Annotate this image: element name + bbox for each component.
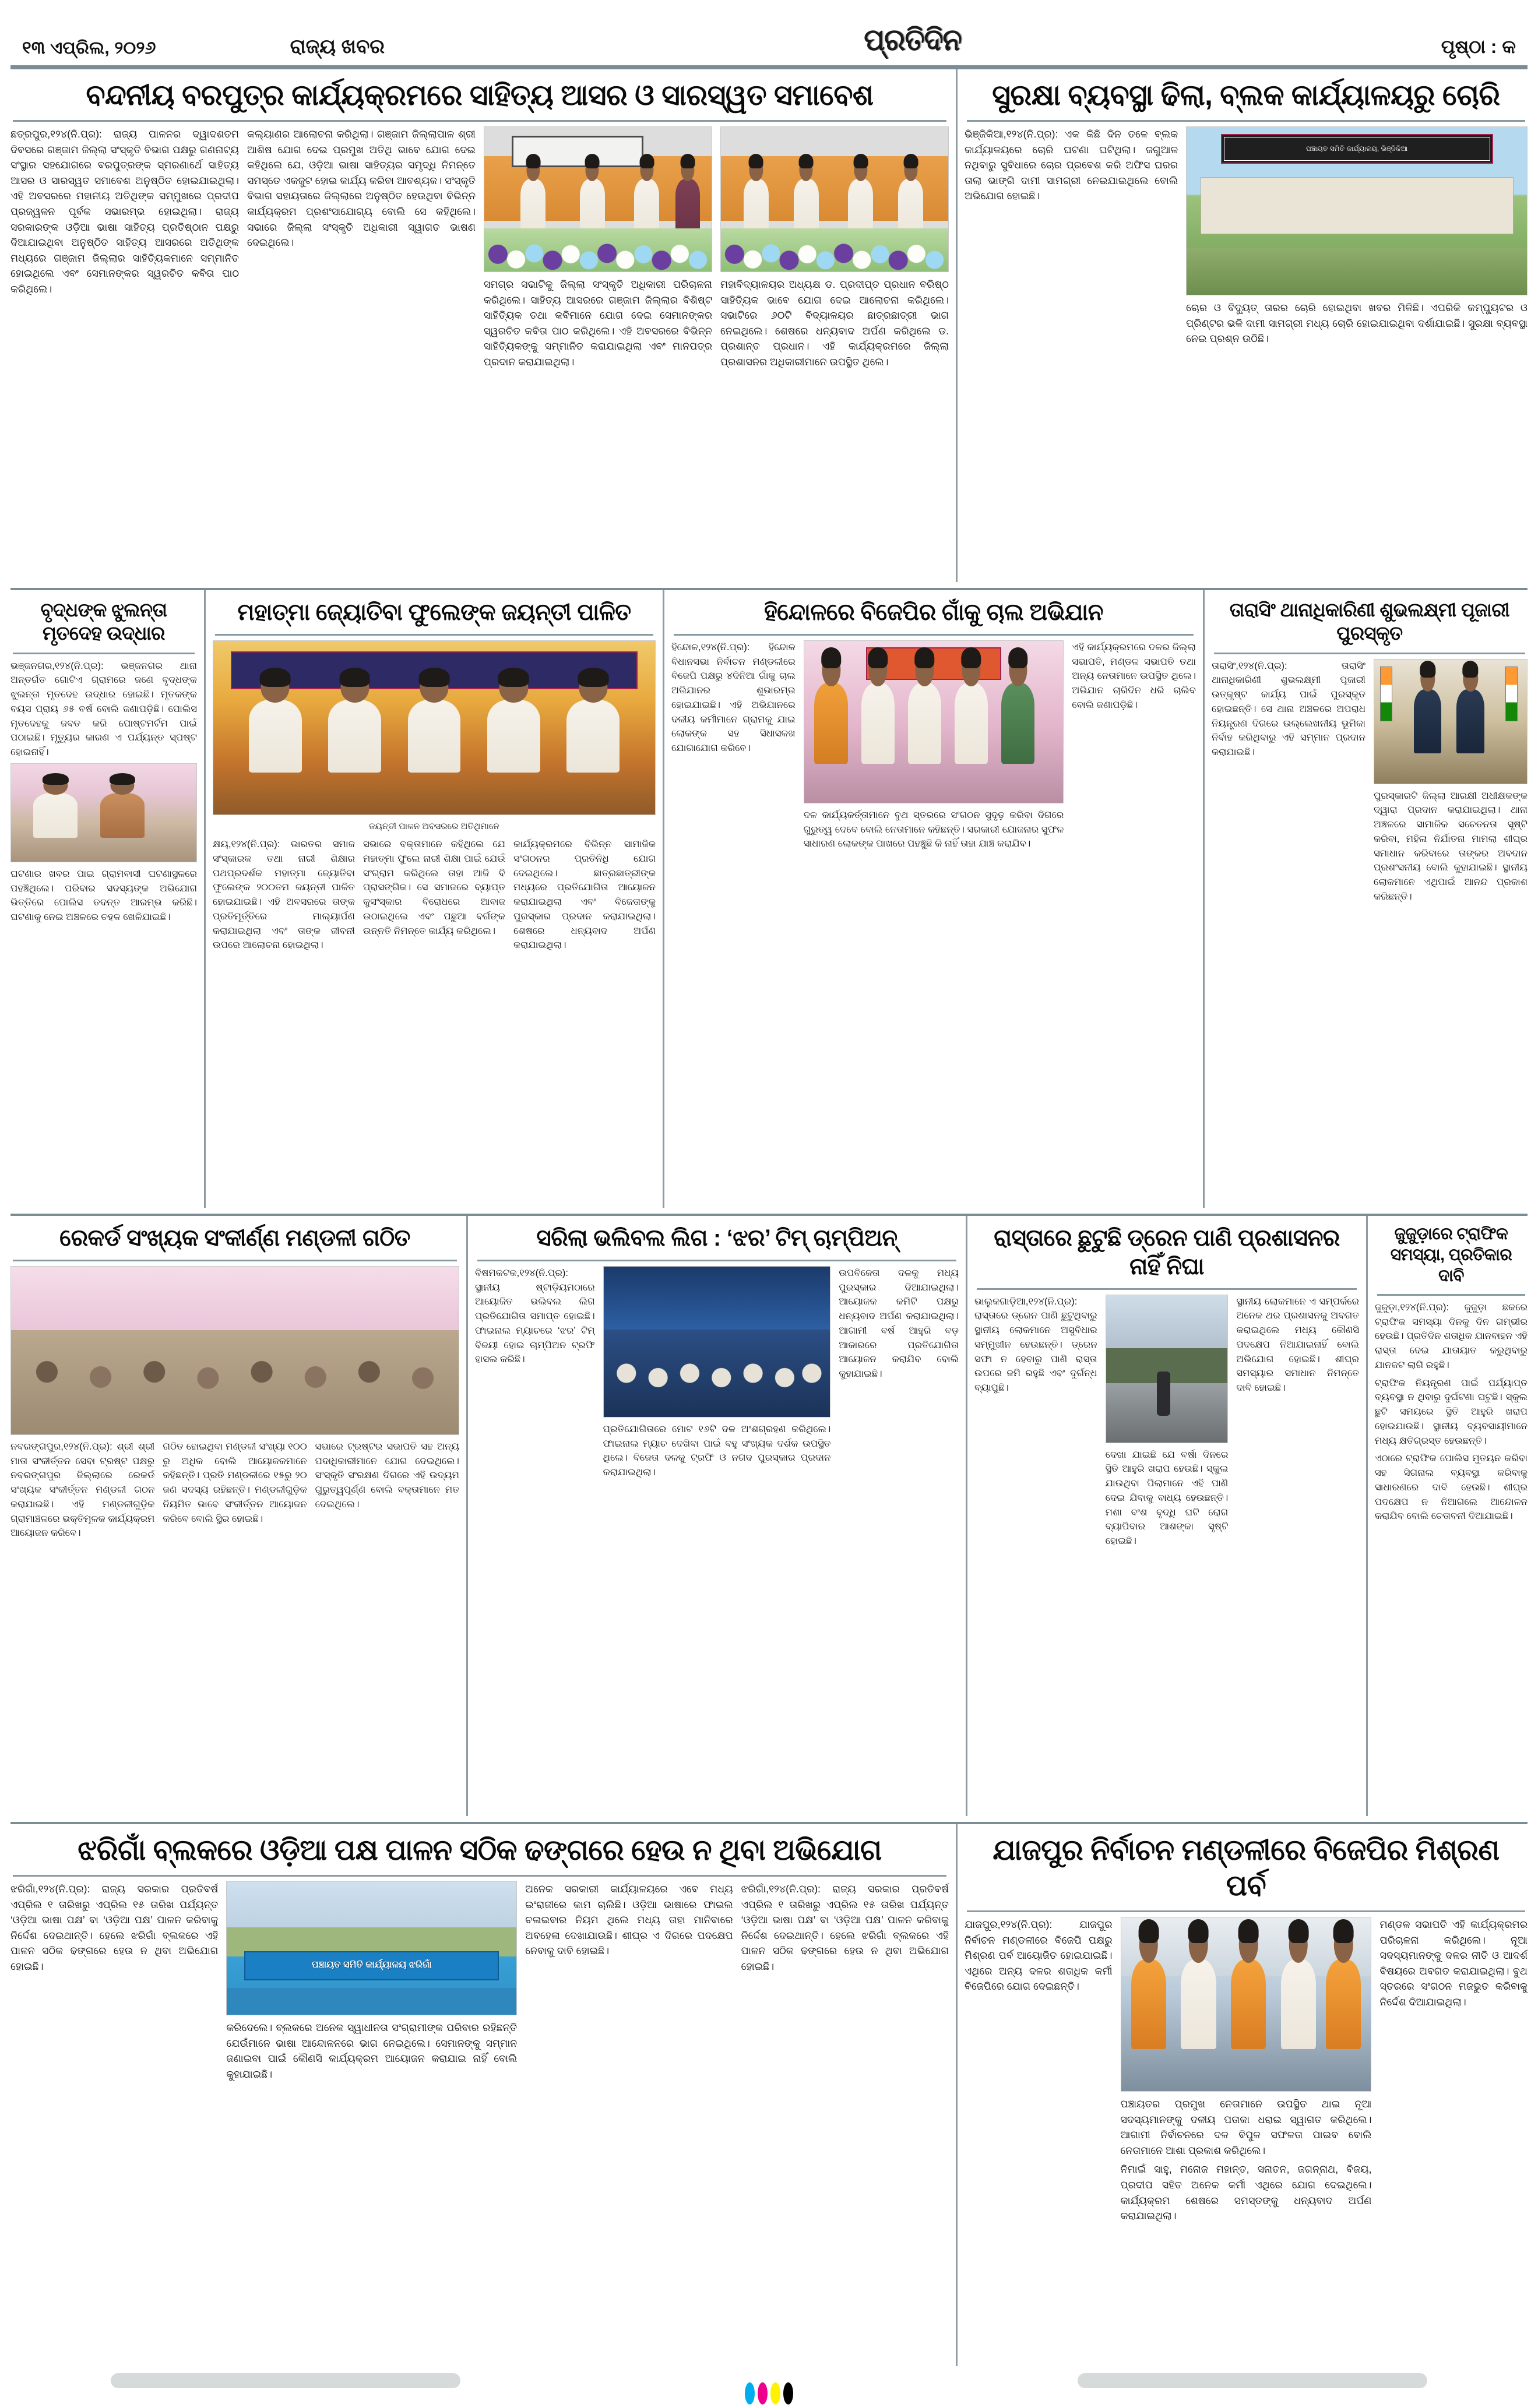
headline-underline (967, 120, 1525, 122)
column-divider (663, 590, 664, 1208)
lead-columns (10, 126, 949, 582)
headline-elderly-death: ବୃଦ୍ଧଙ୍କ ଝୁଲନ୍ତା ମୃତଦେହ ଉଦ୍ଧାର (40, 599, 167, 644)
photo-scene (10, 763, 197, 862)
column-text: ପୁରସ୍କାରଟି ଜିଲ୍ଲା ଆରକ୍ଷୀ ଅଧୀକ୍ଷକଙ୍କ ଦ୍ୱାରା ପ୍ରଦାନ କରାଯାଇଥିଲା। ଥାନା ଅଞ୍ଚଳରେ ସାମାଜିକ ସଚେତନତା ସୃଷ୍ଟି କରିବା, ମହିଳା ନିର୍ଯାତନା ମାମଲା ଶୀଘ୍ର ସମାଧାନ କରିବାରେ ତାଙ୍କର ଅବଦାନ ପ୍ରଶଂସନୀୟ ବୋଲି କୁହାଯାଇଛି। ସ୍ଥାନୀୟ ଲୋକମାନେ ଏଥିପାଇଁ ଆନନ୍ଦ ପ୍ରକାଶ କରିଛନ୍ତି। (1374, 790, 1528, 902)
photo-person (1414, 689, 1441, 754)
column-1 (10, 1440, 154, 1816)
column-2 (1121, 1917, 1372, 2366)
column-text: ହିନ୍ଦୋଳ,୧୨୪(ନି.ପ୍ର): ହିନ୍ଦୋଳ ବିଧାନସଭା ନିର୍ବାଚନ ମଣ୍ଡଳୀରେ ବିଜେପି ପକ୍ଷରୁ ୪ଦିନିଆ ଗାଁକୁ ଚାଲ ଅଭିଯାନର ଶୁଭାରମ୍ଭ ହୋଇଯାଇଛି। ଏହି ଅଭିଯାନରେ ଦଳୀୟ କର୍ମୀମାନେ ଗ୍ରାମକୁ ଯାଇ ଲୋକଙ୍କ ସହ ସିଧାସଳଖ ଯୋଗାଯୋଗ କରିବେ। (671, 641, 796, 754)
column-text: କଲ୍ୟାଣର ଆଲୋଚନା କରିଥିଲା। ଗଞ୍ଜାମ ଜିଲ୍ଲାପାଳ ଶ୍ରୀ ଆଶିଷ ଯୋଗ ଦେଇ ପ୍ରମୁଖ ଅତିଥି ଭାବେ ଯୋଗ ଦେଇ କହିଥିଲେ ଯେ, ଓଡ଼ିଆ ଭାଷା ସାହିତ୍ୟର ସମୃଦ୍ଧି ନିମନ୍ତେ ସମସ୍ତେ ଏକଜୁଟ ହୋଇ କାର୍ଯ୍ୟ କରିବା ଆବଶ୍ୟକ। ସଂସ୍କୃତି ବିଭାଗ ସହାୟତାରେ ଜିଲ୍ଲାରେ ଅନୁଷ୍ଠିତ ହେଉଥିବା ବିଭିନ୍ନ କାର୍ଯ୍ୟକ୍ରମ ପ୍ରଶଂସାଯୋଗ୍ୟ ବୋଲି ସେ କହିଥିଲେ। ସଭାରେ ଜିଲ୍ଲା ସଂସ୍କୃତି ଅଧିକାରୀ ସ୍ୱାଗତ ଭାଷଣ ଦେଇଥିଲେ। (247, 128, 476, 249)
story-police-award (1212, 590, 1528, 1208)
story-columns (10, 1881, 949, 2366)
column-divider (1203, 590, 1205, 1208)
section-title: ରାଜ୍ୟ ଖବର (290, 36, 385, 58)
photo-ground (1187, 248, 1527, 295)
photo-sign-banner (1221, 134, 1493, 164)
photo-building (1201, 177, 1514, 234)
column-1 (10, 1881, 218, 2366)
photo-person (328, 700, 381, 773)
column-text: ସଭାରେ ବକ୍ତାମାନେ କହିଥିଲେ ଯେ ମହାତ୍ମା ଫୁଲେ ନାରୀ ଶିକ୍ଷା ପାଇଁ ଯେଉଁ ସଂଗ୍ରାମ କରିଥିଲେ ତାହା ଆଜି ବି ପ୍ରାସଙ୍ଗିକ। ସେ ସମାଜରେ ବ୍ୟାପ୍ତ କୁସଂସ୍କାର ବିରୋଧରେ ଆବାଜ ଉଠାଇଥିଲେ ଏବଂ ପଛୁଆ ବର୍ଗଙ୍କ ଉନ୍ନତି ନିମନ୍ତେ କାର୍ଯ୍ୟ କରିଥିଲେ। (363, 839, 505, 936)
band-4 (0, 1824, 1538, 2366)
column-divider (1366, 1216, 1368, 1816)
column-4 (741, 1881, 949, 2366)
story-columns (671, 640, 1196, 1208)
column-text: ଜୁଜୁଡ଼ା,୧୨୪(ନି.ପ୍ର): ଜୁଜୁଡ଼ା ଛକରେ ଟ୍ରାଫିକ ସମସ୍ୟା ଦିନକୁ ଦିନ ଗମ୍ଭୀର ହେଉଛି। ପ୍ରତିଦିନ ଶତାଧିକ ଯାନବାହନ ଏହି ରାସ୍ତା ଦେଇ ଯାତାୟାତ କରୁଥିବାରୁ ଯାନଜଟ ଲାଗି ରହୁଛି। (1375, 1302, 1528, 1370)
column-text: ତାରାସିଂ,୧୨୪(ନି.ପ୍ର): ତାରାସିଂ ଥାନାଧିକାରିଣୀ ଶୁଭଲକ୍ଷ୍ମୀ ପୂଜାରୀ ଉତ୍କୃଷ୍ଟ କାର୍ଯ୍ୟ ପାଇଁ ପୁରସ୍କୃତ ହୋଇଛନ୍ତି। ସେ ଥାନା ଅଞ୍ଚଳରେ ଅପରାଧ ନିୟନ୍ତ୍ରଣ ଦିଗରେ ଉଲ୍ଲେଖନୀୟ ଭୂମିକା ନିର୍ବାହ କରିଥିବାରୁ ଏହି ସମ୍ମାନ ପ୍ରଦାନ କରାଯାଇଛି। (1212, 660, 1365, 757)
column-text: ଝରିଗାଁ,୧୨୪(ନି.ପ୍ର): ରାଜ୍ୟ ସରକାର ପ୍ରତିବର୍ଷ ଏପ୍ରିଲ ୧ ତାରିଖରୁ ଏପ୍ରିଲ ୧୫ ତାରିଖ ପର୍ଯ୍ୟନ୍ତ ‘ଓଡ଼ିଆ ଭାଷା ପକ୍ଷ’ ବା ‘ଓଡ଼ିଆ ପକ୍ଷ’ ପାଳନ କରିବାକୁ ନିର୍ଦ୍ଦେଶ ଦେଇଥାନ୍ତି। ହେଲେ ଝରିଗାଁ ବ୍ଲକରେ ଏହି ପାଳନ ସଠିକ ଢଙ୍ଗରେ ହେଉ ନ ଥିବା ଅଭିଯୋଗ ହୋଇଛି। (10, 1883, 219, 1972)
story-bjp-village-campaign (671, 590, 1196, 1208)
photo-person (908, 683, 942, 764)
print-registration-bar (0, 2382, 1538, 2405)
column-text: ସଭାରେ ଟ୍ରଷ୍ଟର ସଭାପତି ସହ ଅନ୍ୟ ପଦାଧିକାରୀମାନେ ଯୋଗ ଦେଇଥିଲେ। ସଂସ୍କୃତି ସଂରକ୍ଷଣ ଦିଗରେ ଏହି ଉଦ୍ୟମ ଗୁରୁତ୍ୱପୂର୍ଣ୍ଣ ବୋଲି ବକ୍ତାମାନେ ମତ ଦେଇଥିଲେ। (315, 1441, 459, 1510)
registration-shoulder-left (111, 2373, 460, 2388)
photo-inner (1374, 660, 1527, 784)
story-columns (1375, 1300, 1528, 1816)
band-2 (0, 590, 1538, 1208)
photo-campaign-group (804, 640, 1064, 803)
photo-motorbike (1157, 1372, 1170, 1416)
photo-award-ceremony (1374, 659, 1528, 784)
column-2 (603, 1266, 831, 1816)
photo-inner (227, 1882, 516, 2015)
column-text: ଚୋର ଓ ବିଦ୍ୟୁତ୍ ତାରର ଚୋରି ହୋଇଥିବା ଖବର ମିଳିଛି। ଏପରିକି କମ୍ପ୍ୟୁଟର ଓ ପ୍ରିଣ୍ଟର ଭଳି ଦାମୀ ସାମଗ୍ରୀ ମଧ୍ୟ ଚୋରି ହୋଇଯାଇଥିବା ଦର୍ଶାଯାଇଛି। ସୁରକ୍ଷା ବ୍ୟବସ୍ଥା ନେଇ ପ୍ରଶ୍ନ ଉଠିଛି। (1186, 302, 1528, 345)
story-drain-water (974, 1216, 1359, 1816)
headline-drain-water: ରାସ୍ତାରେ ଛୁଟୁଛି ଡ୍ରେନ ପାଣି ପ୍ରଶାସନର ନାହିଁ ନିଘା (994, 1225, 1340, 1279)
photo-crowd-rows (11, 1330, 459, 1434)
column-text: ଝରିଗାଁ,୧୨୪(ନି.ପ୍ର): ରାଜ୍ୟ ସରକାର ପ୍ରତିବର୍ଷ ଏପ୍ରିଲ ୧ ତାରିଖରୁ ଏପ୍ରିଲ ୧୫ ତାରିଖ ପର୍ଯ୍ୟନ୍ତ ‘ଓଡ଼ିଆ ଭାଷା ପକ୍ଷ’ ବା ‘ଓଡ଼ିଆ ପକ୍ଷ’ ପାଳନ କରିବାକୁ ନିର୍ଦ୍ଦେଶ ଦେଇଥାନ୍ତି। ହେଲେ ଝରିଗାଁ ବ୍ଲକରେ ଏହି ପାଳନ ସଠିକ ଢଙ୍ଗରେ ହେଉ ନ ଥିବା ଅଭିଯୋଗ ହୋଇଛି। (741, 1883, 949, 1972)
column-4 (720, 126, 949, 582)
photo-jayanti-event (213, 640, 656, 815)
masthead-rule (10, 65, 1528, 69)
photo-joining-ceremony (1121, 1917, 1372, 2092)
photo-person (955, 683, 988, 764)
column-3 (484, 126, 712, 582)
headline-underline (1214, 653, 1525, 654)
photo-inner (1187, 127, 1527, 295)
photo-flower-row (484, 228, 712, 272)
headline-bjp-village-campaign: ହିନ୍ଦୋଳରେ ବିଜେପିର ଗାଁକୁ ଚାଲ ଅଭିଯାନ (764, 600, 1103, 625)
headline-underline (674, 634, 1194, 636)
story-jajpur-bjp (965, 1824, 1528, 2366)
headline-lead: ବନ୍ଦନୀୟ ବରପୁତ୍ର କାର୍ଯ୍ୟକ୍ରମରେ ସାହିତ୍ୟ ଆସର ଓ ସାରସ୍ୱତ ସମାବେଶ (86, 79, 874, 111)
column-text: ଗଠିତ ହୋଇଥିବା ମଣ୍ଡଳୀ ସଂଖ୍ୟା ୧୦୦ ରୁ ଅଧିକ ବୋଲି ଆୟୋଜକମାନେ କହିଛନ୍ତି। ପ୍ରତି ମଣ୍ଡଳୀରେ ୧୫ରୁ ୨୦ ଜଣ ସଦସ୍ୟ ରହିଛନ୍ତି। ମଣ୍ଡଳୀଗୁଡ଼ିକ ନିୟମିତ ଭାବେ ସଂକୀର୍ତ୍ତନ ଆୟୋଜନ କରିବେ ବୋଲି ସ୍ଥିର ହୋଇଛି। (163, 1441, 307, 1524)
column-text: ଦେଖା ଯାଇଛି ଯେ ବର୍ଷା ଦିନରେ ସ୍ଥିତି ଆହୁରି ଖରାପ ହେଉଛି। ସ୍କୁଲ ଯାଉଥିବା ପିଲାମାନେ ଏହି ପାଣି ଦେଇ ଯିବାକୁ ବାଧ୍ୟ ହେଉଛନ୍ତି। ମଶା ବଂଶ ବୃଦ୍ଧି ଘଟି ରୋଗ ବ୍ୟାପିବାର ଆଶଙ୍କା ସୃଷ୍ଟି ହୋଇଛି। (1105, 1449, 1229, 1547)
photo-signboard-text: ପଞ୍ଚାୟତ ସମିତି କାର୍ଯ୍ୟାଳୟ ଝରିଗାଁ (311, 1960, 432, 1970)
column-3 (1379, 1917, 1528, 2366)
photo-inner (484, 127, 712, 272)
band-3 (0, 1216, 1538, 1816)
headline-odia-pakshya: ଝରିଗାଁ ବ୍ଲକରେ ଓଡ଼ିଆ ପକ୍ଷ ପାଳନ ସଠିକ ଢଙ୍ଗରେ ହେଉ ନ ଥିବା ଅଭିଯୋଗ (78, 1834, 882, 1866)
headline-phule-jayanti: ମହାତ୍ମା ଜ୍ୟୋତିବା ଫୁଲେଙ୍କ ଜୟନ୍ତୀ ପାଳିତ (237, 600, 631, 625)
headline-block-theft: ସୁରକ୍ଷା ବ୍ୟବସ୍ଥା ଢିଲା, ବ୍ଲକ କାର୍ଯ୍ୟାଳୟରୁ ଚୋରି (992, 79, 1500, 111)
photo-inner (604, 1267, 830, 1417)
story-elderly-death (10, 590, 197, 1208)
column-1 (475, 1266, 595, 1816)
column-text: ଟ୍ରାଫିକ ନିୟନ୍ତ୍ରଣ ପାଇଁ ପର୍ଯ୍ୟାପ୍ତ ବ୍ୟବସ୍ଥା ନ ଥିବାରୁ ଦୁର୍ଘଟଣା ଘଟୁଛି। ସ୍କୁଲ ଛୁଟି ସମୟରେ ସ୍ଥିତି ଆହୁରି ଖରାପ ହୋଇଯାଉଛି। ସ୍ଥାନୀୟ ବ୍ୟବସାୟୀମାନେ ମଧ୍ୟ କ୍ଷତିଗ୍ରସ୍ତ ହେଉଛନ୍ତି। (1375, 1377, 1528, 1446)
story-columns (213, 837, 656, 1208)
column-text: ଭିଞ୍ଜିକିଆ,୧୨୪(ନି.ପ୍ର): ଏକ କିଛି ଦିନ ତଳେ ବ୍ଲକ କାର୍ଯ୍ୟାଳୟରେ ଚୋରି ଘଟଣା ଘଟିଥିଲା। ଜଗୁଆଳ ନଥିବାରୁ ସୁବିଧାରେ ଚୋର ପ୍ରବେଶ କରି ଅଫିସ ଘରର ତାଲା ଭାଙ୍ଗି ଦାମୀ ସାମଗ୍ରୀ ନେଇଯାଇଥିଲେ ବୋଲି ଅଭିଯୋଗ ହୋଇଛି। (965, 128, 1178, 202)
photo-person (408, 700, 461, 773)
band-1 (0, 69, 1538, 582)
column-2 (1106, 1295, 1229, 1816)
headline-underline (13, 1875, 946, 1877)
column-3 (315, 1440, 459, 1816)
column-1 (10, 659, 197, 1208)
publication-date: ୧୩ ଏପ୍ରିଲ, ୨୦୨୬ (22, 38, 156, 58)
column-2 (1186, 126, 1528, 582)
story-columns (965, 1917, 1528, 2366)
column-1 (1375, 1300, 1528, 1816)
column-text: କ୍ଷୟ,୧୨୪(ନି.ପ୍ର): ଭାରତର ସମାଜ ସଂସ୍କାରକ ତଥା ନାରୀ ଶିକ୍ଷାର ପଥପ୍ରଦର୍ଶକ ମହାତ୍ମା ଜ୍ୟୋତିବା ଫୁଲେଙ୍କ ୨୦୦ତମ ଜୟନ୍ତୀ ପାଳିତ ହୋଇଯାଇଛି। ଏହି ଅବସରରେ ତାଙ୍କ ପ୍ରତିମୂର୍ତ୍ତିରେ ମାଲ୍ୟାର୍ପଣ କରାଯାଇଥିଲା ଏବଂ ତାଙ୍କ ଜୀବନୀ ଉପରେ ଆଲୋଚନା ହୋଇଥିଲା। (213, 839, 355, 951)
column-1 (965, 1917, 1113, 2366)
photo-team (603, 1266, 831, 1418)
registration-shoulder-right (1078, 2373, 1427, 2388)
photo-panchayat-office (226, 1881, 517, 2015)
column-text: ଛତ୍ରପୁର,୧୨୪(ନି.ପ୍ର): ରାଜ୍ୟ ପାଳନର ଦ୍ୱାଦଶତମ ଦିବସରେ ଗଞ୍ଜାମ ଜିଲ୍ଲା ସଂସ୍କୃତି ବିଭାଗ ପକ୍ଷରୁ ଗଣନାଟ୍ୟ ସଂସ୍ଥାର ସହଯୋଗରେ ବରପୁତ୍ରଙ୍କ ସ୍ମରଣାର୍ଥେ ସାହିତ୍ୟ ଆସର ଓ ସାରସ୍ୱତ ସମାବେଶ ଅନୁଷ୍ଠିତ ହୋଇଯାଇଥିଲା। ଏହି ଅବସରରେ ମହାନୀୟ ଅତିଥିଙ୍କ ସମ୍ମୁଖରେ ପ୍ରଦୀପ ପ୍ରଜ୍ୱଳନ ପୂର୍ବକ ସଭାରମ୍ଭ ହୋଇଥିଲା। ରାଜ୍ୟ ସରକାରଙ୍କ ଓଡ଼ିଆ ଭାଷା ସାହିତ୍ୟ ପ୍ରତିଷ୍ଠାନ ପକ୍ଷରୁ ଦିଆଯାଇଥିବା ଅନୁଷ୍ଠିତ ସାହିତ୍ୟ ଆସରରେ ଅତିଥିଙ୍କ ମଧ୍ୟରେ ଗଞ୍ଜାମ ଜିଲ୍ଲାର ସାହିତ୍ୟିକମାନେ ସମ୍ମାନିତ ହୋଇଥିଲେ ଏବଂ ସେମାନଙ୍କର ସ୍ୱରଚିତ କବିତା ପାଠ କରିଥିଲେ। (10, 128, 239, 295)
photo-person (566, 700, 620, 773)
column-1 (671, 640, 796, 1208)
column-text: ଯାଜପୁର,୧୨୪(ନି.ପ୍ର): ଯାଜପୁର ନିର୍ବାଚନ ମଣ୍ଡଳୀରେ ବିଜେପି ପକ୍ଷରୁ ମିଶ୍ରଣ ପର୍ବ ଆୟୋଜିତ ହୋଇଯାଇଛି। ଏଥିରେ ଅନ୍ୟ ଦଳର ଶତାଧିକ କର୍ମୀ ବିଜେପିରେ ଯୋଗ ଦେଇଛନ୍ତି। (965, 1919, 1113, 1993)
column-2 (363, 837, 505, 1208)
column-2 (226, 1881, 517, 2366)
photo-person (249, 700, 302, 773)
column-text: ଘଟଣାର ଖବର ପାଇ ଗ୍ରାମବାସୀ ଘଟଣାସ୍ଥଳରେ ପହଞ୍ଚିଥିଲେ। ପରିବାର ସଦସ୍ୟଙ୍କ ଅଭିଯୋଗ ଭିତ୍ତିରେ ପୋଲିସ ତଦନ୍ତ ଆରମ୍ଭ କରିଛି। ଘଟଣାକୁ ନେଇ ଅଞ୍ଚଳରେ ଚହଳ ଖେଳିଯାଇଛି। (10, 868, 197, 922)
story-block-theft (965, 69, 1528, 582)
column-text: ଉପବିଜେତା ଦଳକୁ ମଧ୍ୟ ପୁରସ୍କାର ଦିଆଯାଇଥିଲା। ଆୟୋଜକ କମିଟି ପକ୍ଷରୁ ଧନ୍ୟବାଦ ଅର୍ପଣ କରାଯାଇଥିଲା। ଆଗାମୀ ବର୍ଷ ଆହୁରି ବଡ଼ ଆକାରରେ ପ୍ରତିଯୋଗିତା ଆୟୋଜନ କରାଯିବ ବୋଲି କୁହାଯାଇଛି। (839, 1267, 959, 1380)
masthead-logo-wrap (385, 23, 1441, 58)
column-3 (1236, 1295, 1359, 1816)
story-columns (974, 1295, 1359, 1816)
photo-person (487, 700, 540, 773)
story-lead (10, 69, 949, 582)
photo-person (1001, 683, 1035, 764)
column-text: ନିମାଇଁ ସାହୁ, ମନୋଜ ମହାନ୍ତ, ସନାତନ, ଜଗନ୍ନାଥ, ବିଜୟ, ପ୍ରଦୀପ ସହିତ ଅନେକ କର୍ମୀ ଏଥିରେ ଯୋଗ ଦେଇଥିଲେ। କାର୍ଯ୍ୟକ୍ରମ ଶେଷରେ ସମସ୍ତଙ୍କୁ ଧନ୍ୟବାଦ ଅର୍ପଣ କରାଯାଇଥିଲା। (1120, 2163, 1372, 2222)
registration-dot-yellow (770, 2382, 780, 2405)
headline-underline (13, 120, 946, 122)
headline-police-award: ତାରାସିଂ ଥାନାଧିକାରିଣୀ ଶୁଭଲକ୍ଷ୍ମୀ ପୂଜାରୀ ପୁରସ୍କୃତ (1229, 599, 1510, 644)
photo-person (1326, 1959, 1361, 2050)
photo-block-office (1186, 126, 1528, 295)
headline-jajpur-bjp: ଯାଜପୁର ନିର୍ବାଚନ ମଣ୍ଡଳୀରେ ବିଜେପିର ମିଶ୍ରଣ ପର୍ବ (993, 1834, 1500, 1902)
photo-person (1456, 689, 1484, 754)
registration-dot-magenta (758, 2382, 768, 2405)
column-1 (974, 1295, 1097, 1816)
tricolour-flag-icon (1380, 667, 1392, 721)
photo-person (1231, 1959, 1266, 2050)
page-number-label: ପୃଷ୍ଠା : କ (1441, 36, 1516, 57)
photo-backdrop (11, 1267, 459, 1334)
column-3 (525, 1881, 733, 2366)
masthead (0, 0, 1538, 65)
photo-flower-row (721, 228, 948, 272)
headline-underline (13, 653, 195, 654)
column-1 (965, 126, 1178, 582)
photo-person (1281, 1959, 1316, 2050)
column-divider (956, 1824, 958, 2366)
column-2 (163, 1440, 307, 1816)
story-columns (10, 659, 197, 1208)
photo-sign-text: ପଞ୍ଚାୟତ ସମିତି କାର୍ଯ୍ୟାଳୟ, ଭିଞ୍ଜିକିଆ (1305, 144, 1408, 153)
photo-assembly (10, 1266, 459, 1435)
photo-office-signboard (244, 1951, 499, 1980)
column-text: ଭାଲୁକଗାଡ଼ିଆ,୧୨୪(ନି.ପ୍ର): ରାସ୍ତାରେ ଡ୍ରେନ ପାଣି ଛୁଟୁଥିବାରୁ ସ୍ଥାନୀୟ ଲୋକମାନେ ଅସୁବିଧାର ସମ୍ମୁଖୀନ ହେଉଛନ୍ତି। ଡ୍ରେନ ସଫା ନ ହେବାରୁ ପାଣି ରାସ୍ତା ଉପରେ ଜମି ରହୁଛି ଏବଂ ଦୁର୍ଗନ୍ଧ ବ୍ୟାପୁଛି। (974, 1296, 1097, 1394)
column-divider (966, 1216, 967, 1816)
column-2 (804, 640, 1064, 1208)
headline-underline (977, 1288, 1357, 1290)
tricolour-flag-icon (1505, 667, 1518, 721)
story-columns (10, 1440, 459, 1816)
story-volleyball-league (475, 1216, 959, 1816)
column-text: ଏଠାରେ ଟ୍ରାଫିକ ପୋଲିସ ମୁତୟନ କରିବା ସହ ସିଗନାଲ ବ୍ୟବସ୍ଥା କରିବାକୁ ସାଧାରଣରେ ଦାବି ହେଉଛି। ଶୀଘ୍ର ପଦକ୍ଷେପ ନ ନିଆଗଲେ ଆନ୍ଦୋଳନ କରାଯିବ ବୋଲି ଚେତାବନୀ ଦିଆଯାଇଛି। (1375, 1453, 1528, 1522)
newspaper-logo: ପ୍ରତିଦିନ (864, 23, 962, 57)
column-1 (1212, 659, 1365, 1208)
column-text: ଏହି କାର୍ଯ୍ୟକ୍ରମରେ ଦଳର ଜିଲ୍ଲା ସଭାପତି, ମଣ୍ଡଳ ସଭାପତି ତଥା ଅନ୍ୟ ନେତାମାନେ ଉପସ୍ଥିତ ଥିଲେ। ଅଭିଯାନ ଚାରିଦିନ ଧରି ଚାଲିବ ବୋଲି ଜଣାପଡ଼ିଛି। (1072, 641, 1196, 710)
registration-dot-cyan (745, 2382, 755, 2405)
column-text: ମଣ୍ଡଳ ସଭାପତି ଏହି କାର୍ଯ୍ୟକ୍ରମର ପରିଚାଳନା କରିଥିଲେ। ନୂଆ ସଦସ୍ୟମାନଙ୍କୁ ଦଳର ନୀତି ଓ ଆଦର୍ଶ ବିଷୟରେ ଅବଗତ କରାଯାଇଥିଲା। ବୁଥ ସ୍ତରରେ ସଂଗଠନ ମଜଭୁତ କରିବାକୁ ନିର୍ଦ୍ଦେଶ ଦିଆଯାଇଥିଲା। (1379, 1919, 1528, 2008)
story-columns (475, 1266, 959, 1816)
story-kirtan-mandali (10, 1216, 459, 1816)
photo-inner (1106, 1295, 1228, 1443)
photo-inner (1121, 1917, 1371, 2091)
headline-underline (13, 1260, 457, 1261)
photo-team-row (604, 1330, 830, 1417)
photo-person (100, 793, 145, 838)
column-2 (247, 126, 476, 582)
photo-caption: ଜୟନ୍ତୀ ପାଳନ ଅବସରରେ ଅତିଥିମାନେ (369, 821, 499, 831)
column-text: ସମଗ୍ର ସଭାଟିକୁ ଜିଲ୍ଲା ସଂସ୍କୃତି ଅଧିକାରୀ ପରିଚାଳନା କରିଥିଲେ। ସାହିତ୍ୟ ଆସରରେ ଗଞ୍ଜାମ ଜିଲ୍ଲାର ବିଶିଷ୍ଟ ସାହିତ୍ୟିକ ତଥା କବିମାନେ ଯୋଗ ଦେଇ ସେମାନଙ୍କର ସ୍ୱରଚିତ କବିତା ପାଠ କରିଥିଲେ। ଏହି ଅବସରରେ ବିଭିନ୍ନ ସାହିତ୍ୟିକଙ୍କୁ ସମ୍ମାନିତ କରାଯାଇଥିଲା ଏବଂ ମାନପତ୍ର ପ୍ରଦାନ କରାଯାଇଥିଲା। (484, 278, 712, 368)
photo-inner (804, 641, 1064, 803)
photo-lead-event (484, 126, 712, 272)
column-divider (466, 1216, 468, 1816)
column-text: କାର୍ଯ୍ୟକ୍ରମରେ ବିଭିନ୍ନ ସାମାଜିକ ସଂଗଠନର ପ୍ରତିନିଧି ଯୋଗ ଦେଇଥିଲେ। ଛାତ୍ରଛାତ୍ରୀଙ୍କ ମଧ୍ୟରେ ପ୍ରତିଯୋଗିତା ଆୟୋଜନ କରାଯାଇଥିଲା ଏବଂ ବିଜେତାଙ୍କୁ ପୁରସ୍କାର ପ୍ରଦାନ କରାଯାଇଥିଲା। ଶେଷରେ ଧନ୍ୟବାଦ ଅର୍ପଣ କରାଯାଇଥିଲା। (513, 839, 656, 951)
column-text: କରିଦେଲେ। ବ୍ଲକରେ ଅନେକ ସ୍ୱାଧୀନତା ସଂଗ୍ରାମୀଙ୍କ ପରିବାର ରହିଛନ୍ତି ଯେଉଁମାନେ ଭାଷା ଆନ୍ଦୋଳନରେ ଭାଗ ନେଇଥିଲେ। ସେମାନଙ୍କୁ ସମ୍ମାନ ଜଣାଇବା ପାଇଁ କୌଣସି କାର୍ଯ୍ୟକ୍ରମ ଆୟୋଜନ କରାଯାଇ ନାହିଁ ବୋଲି କୁହାଯାଇଛି। (226, 2022, 518, 2080)
story-columns (1212, 659, 1528, 1208)
column-1 (10, 126, 239, 582)
photo-person (33, 793, 78, 838)
story-odia-pakshya (10, 1824, 949, 2366)
column-text: ସ୍ଥାନୀୟ ଲୋକମାନେ ଏ ସମ୍ପର୍କରେ ଅନେକ ଥର ପ୍ରଶାସନକୁ ଅବଗତ କରାଇଥିଲେ ମଧ୍ୟ କୌଣସି ପଦକ୍ଷେପ ନିଆଯାଇନାହିଁ ବୋଲି ଅଭିଯୋଗ ହୋଇଛି। ଶୀଘ୍ର ସମସ୍ୟାର ସମାଧାନ ନିମନ୍ତେ ଦାବି ହୋଇଛି। (1236, 1296, 1360, 1394)
photo-inner (721, 127, 948, 272)
photo-signboard-base (227, 1988, 516, 2015)
photo-person (1181, 1959, 1216, 2050)
photo-person (814, 683, 848, 764)
column-text: ମହାବିଦ୍ୟାଳୟର ଅଧ୍ୟକ୍ଷ ଡ. ପ୍ରଦୀପ୍ତ ପ୍ରଧାନ ବରିଷ୍ଠ ସାହିତ୍ୟିକ ଭାବେ ଯୋଗ ଦେଇ ଆଲୋଚନା କରିଥିଲେ। ସଭାଟିରେ ୬୦ଟି ବିଦ୍ୟାଳୟର ଛାତ୍ରଛାତ୍ରୀ ଭାଗ ନେଇଥିଲେ। ଶେଷରେ ଧନ୍ୟବାଦ ଅର୍ପଣ କରିଥିଲେ ଡ. ପ୍ରଶାନ୍ତ ପ୍ରଧାନ। ଏହି କାର୍ଯ୍ୟକ୍ରମରେ ଜିଲ୍ଲା ପ୍ରଶାସନର ଅଧିକାରୀମାନେ ଉପସ୍ଥିତ ଥିଲେ। (720, 278, 949, 368)
right-columns (965, 126, 1528, 582)
photo-lead-event-2 (720, 126, 949, 272)
column-text: ନବରଙ୍ଗପୁର,୧୨୪(ନି.ପ୍ର): ଶ୍ରୀ ଶ୍ରୀ ମାତା ସଂକୀର୍ତ୍ତନ ସେବା ଟ୍ରଷ୍ଟ ପକ୍ଷରୁ ନବରଙ୍ଗପୁର ଜିଲ୍ଲାରେ ରେକର୍ଡ ସଂଖ୍ୟକ ସଂକୀର୍ତ୍ତନ ମଣ୍ଡଳୀ ଗଠନ କରାଯାଇଛି। ଏହି ମଣ୍ଡଳୀଗୁଡ଼ିକ ଗ୍ରାମାଞ୍ଚଳରେ ଭକ୍ତିମୂଳକ କାର୍ଯ୍ୟକ୍ରମ ଆୟୋଜନ କରିବେ। (10, 1441, 155, 1539)
headline-underline (967, 1910, 1525, 1912)
column-3 (1072, 640, 1196, 1208)
column-divider (956, 69, 958, 582)
column-text: ଅନେକ ସରକାରୀ କାର୍ଯ୍ୟାଳୟରେ ଏବେ ମଧ୍ୟ ଇଂରାଜୀରେ କାମ ଚାଲିଛି। ଓଡ଼ିଆ ଭାଷାରେ ଫାଇଲ ଚଳାଇବାର ନିୟମ ଥିଲେ ମଧ୍ୟ ତାହା ମାନିବାରେ ଅବହେଳା ଦେଖାଯାଉଛି। ଶୀଘ୍ର ଏ ଦିଗରେ ପଦକ୍ଷେପ ନେବାକୁ ଦାବି ହୋଇଛି। (525, 1883, 733, 1957)
headline-traffic-problem: ଜୁଜୁଡ଼ାରେ ଟ୍ରାଫିକ ସମସ୍ୟା, ପ୍ରତିକାର ଦାବି (1390, 1225, 1512, 1285)
column-text: ପଞ୍ଚାୟତର ପ୍ରମୁଖ ନେତାମାନେ ଉପସ୍ଥିତ ଥାଇ ନୂଆ ସଦସ୍ୟମାନଙ୍କୁ ଦଳୀୟ ପତାକା ଧରାଇ ସ୍ୱାଗତ କରିଥିଲେ। ଆଗାମୀ ନିର୍ବାଚନରେ ଦଳ ବିପୁଳ ସଫଳତା ପାଇବ ବୋଲି ନେତାମାନେ ଆଶା ପ୍ରକାଶ କରିଥିଲେ। (1120, 2098, 1372, 2156)
column-2 (1374, 659, 1528, 1208)
registration-dot-black (783, 2382, 793, 2405)
column-text: ଭଞ୍ଜନଗର,୧୨୪(ନି.ପ୍ର): ଭଞ୍ଜନଗର ଥାନା ଅନ୍ତର୍ଗତ ଗୋଟିଏ ଗ୍ରାମରେ ଜଣେ ବୃଦ୍ଧଙ୍କ ଝୁଲନ୍ତା ମୃତଦେହ ଉଦ୍ଧାର ହୋଇଛି। ମୃତକଙ୍କ ବୟସ ପ୍ରାୟ ୬୫ ବର୍ଷ ବୋଲି ଜଣାପଡ଼ିଛି। ପୋଲିସ ମୃତଦେହକୁ ଜବତ କରି ପୋଷ୍ଟମର୍ଟମ ପାଇଁ ପଠାଇଛି। ମୃତ୍ୟୁର କାରଣ ଏ ପର୍ଯ୍ୟନ୍ତ ସ୍ପଷ୍ଟ ହୋଇନାହିଁ। (10, 660, 197, 757)
photo-person (1131, 1959, 1166, 2050)
headline-underline (477, 1260, 956, 1261)
photo-inner (213, 641, 655, 815)
column-divider (204, 590, 206, 1208)
column-text: ବିଷମକଟକ,୧୨୪(ନି.ପ୍ର): ସ୍ଥାନୀୟ ଷ୍ଟାଡ଼ିୟମଠାରେ ଆୟୋଜିତ ଭଲିବଲ ଲିଗ ପ୍ରତିଯୋଗିତା ସମାପ୍ତ ହୋଇଛି। ଫାଇନାଲ ମ୍ୟାଚରେ ‘ଝର’ ଟିମ୍ ବିଜୟୀ ହୋଇ ଚାମ୍ପିଅନ ଟ୍ରଫି ହାସଲ କରିଛି। (475, 1267, 595, 1365)
headline-volleyball-league: ସରିଲା ଭଲିବଲ ଲିଗ : ‘ଝର’ ଟିମ୍ ଚାମ୍ପିଅନ୍ (536, 1225, 898, 1251)
headline-kirtan-mandali: ରେକର୍ଡ ସଂଖ୍ୟକ ସଂକୀର୍ଣ୍ଣ ମଣ୍ଡଳୀ ଗଠିତ (59, 1225, 410, 1251)
story-phule-jayanti (213, 590, 656, 1208)
headline-underline (1377, 1294, 1525, 1296)
column-3 (513, 837, 656, 1208)
column-text: ଦଳ କାର୍ଯ୍ୟକର୍ତ୍ତାମାନେ ବୁଥ ସ୍ତରରେ ସଂଗଠନ ସୁଦୃଢ଼ କରିବା ଦିଗରେ ଗୁରୁତ୍ୱ ଦେବେ ବୋଲି ନେତାମାନେ କହିଛନ୍ତି। ସରକାରୀ ଯୋଜନାର ସୁଫଳ ସାଧାରଣ ଲୋକଙ୍କ ପାଖରେ ପହଞ୍ଚୁଛି କି ନାହିଁ ତାହା ଯାଞ୍ଚ କରାଯିବ। (803, 809, 1064, 849)
photo-inner (11, 1267, 459, 1434)
column-text: ପ୍ରତିଯୋଗିତାରେ ମୋଟ ୧୬ଟି ଦଳ ଅଂଶଗ୍ରହଣ କରିଥିଲେ। ଫାଇନାଲ ମ୍ୟାଚ ଦେଖିବା ପାଇଁ ବହୁ ସଂଖ୍ୟକ ଦର୍ଶକ ଉପସ୍ଥିତ ଥିଲେ। ବିଜେତା ଦଳକୁ ଟ୍ରଫି ଓ ନଗଦ ପୁରସ୍କାର ପ୍ରଦାନ କରାଯାଇଥିଲା। (603, 1423, 831, 1478)
column-3 (839, 1266, 959, 1816)
story-traffic-problem (1375, 1216, 1528, 1816)
photo-street-scene (1106, 1295, 1229, 1443)
headline-underline (215, 634, 653, 636)
photo-inner (11, 764, 196, 862)
column-1 (213, 837, 355, 1208)
photo-person (861, 683, 895, 764)
